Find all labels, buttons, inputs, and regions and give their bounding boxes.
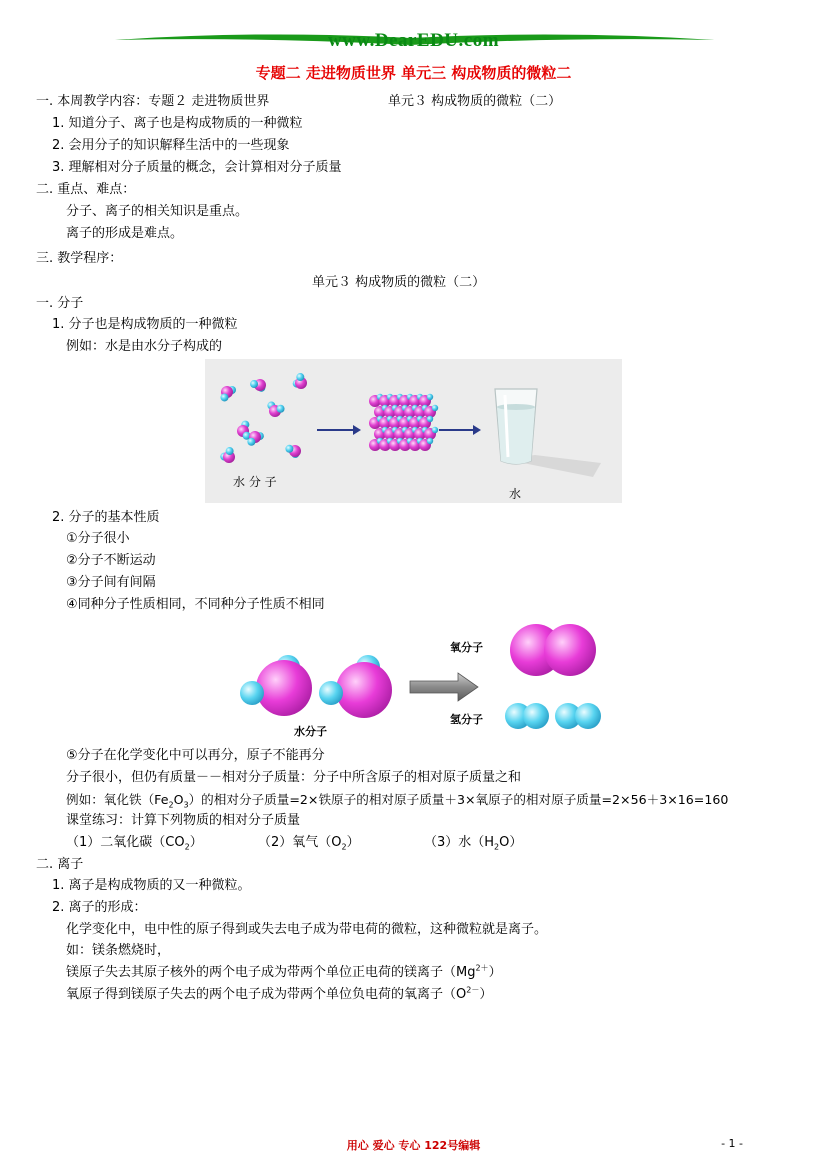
ion-text: ）: [488, 965, 502, 980]
list-item: 1. 分子也是构成物质的一种微粒: [52, 317, 238, 332]
unit-title: 单元３ 构成物质的微粒（二）: [312, 275, 486, 290]
figure-label-water-molecule: 水分子: [294, 725, 327, 738]
property-item: ⑤分子在化学变化中可以再分，原子不能再分: [66, 748, 325, 763]
subscript: 2: [341, 842, 347, 852]
practice-question: [424, 834, 522, 852]
superscript: 2＋: [475, 963, 489, 973]
page-footer: 用心 爱心 专心 122号编辑: [346, 1139, 481, 1152]
text-line: [66, 964, 502, 982]
text-line: 离子的形成是难点。: [66, 226, 184, 241]
ion-text: 氧原子得到镁原子失去的两个电子成为带两个单位负电荷的氧离子（O: [66, 987, 467, 1002]
list-item: 1. 离子是构成物质的又一种微粒。: [52, 878, 251, 893]
text-line: 化学变化中，电中性的原子得到或失去电子成为带电荷的微粒，这种微粒就是离子。: [66, 922, 548, 937]
property-item: ④同种分子性质相同，不同种分子性质不相同: [66, 597, 325, 612]
section1-heading-unit: 单元３ 构成物质的微粒（二）: [388, 94, 562, 109]
text-line: [66, 986, 492, 1004]
section1-heading: 一. 本周教学内容：专题２ 走进物质世界: [36, 94, 270, 109]
section2-heading: 二. 重点、难点：: [36, 182, 136, 197]
question-text: （3）水（H: [424, 835, 495, 850]
question-text: O）: [499, 835, 523, 850]
figure-label-water-molecule: 水 分 子: [233, 475, 277, 489]
list-item: 2. 离子的形成：: [52, 900, 147, 915]
subscript: 2: [168, 800, 174, 810]
section3-heading: 三. 教学程序：: [36, 251, 123, 266]
list-item: 2. 分子的基本性质: [52, 510, 160, 525]
question-text: ）: [189, 835, 203, 850]
example-text: 例如：氧化铁（Fe: [66, 792, 169, 807]
example-line: [66, 791, 728, 809]
example-text: ）的相对分子质量=2×铁原子的相对原子质量＋3×氧原子的相对原子质量=2×56＋3×16=160: [188, 792, 729, 807]
property-item: ①分子很小: [66, 531, 130, 546]
subscript: 2: [184, 842, 190, 852]
example-text: O: [173, 792, 184, 807]
property-item: ②分子不断运动: [66, 553, 156, 568]
subscript: 3: [183, 800, 189, 810]
question-text: （2）氧气（O: [258, 835, 342, 850]
list-item: 1. 知道分子、离子也是构成物质的一种微粒: [52, 116, 303, 131]
text-line: 分子很小，但仍有质量－－相对分子质量：分子中所含原子的相对原子质量之和: [66, 770, 522, 785]
site-logo-text: www.DearEDU.com: [327, 30, 500, 51]
text-line: 分子、离子的相关知识是重点。: [66, 204, 249, 219]
ion-text: ）: [479, 987, 493, 1002]
molecule-heading: 一. 分子: [36, 296, 84, 311]
figure-label-hydrogen-molecule: 氢分子: [450, 713, 483, 726]
text-line: 如：镁条燃烧时，: [66, 943, 171, 958]
subscript: 2: [494, 842, 500, 852]
practice-question: [66, 834, 203, 852]
list-item: 2. 会用分子的知识解释生活中的一些现象: [52, 138, 290, 153]
page-number: - 1 -: [721, 1137, 743, 1150]
water-molecules-figure: [205, 359, 622, 503]
property-item: ③分子间有间隔: [66, 575, 156, 590]
page-title: 专题二 走进物质世界 单元三 构成物质的微粒二: [255, 64, 572, 82]
question-text: ）: [346, 835, 360, 850]
practice-question: [258, 834, 360, 852]
figure-label-oxygen-molecule: 氧分子: [450, 641, 483, 654]
ion-heading: 二. 离子: [36, 857, 84, 872]
figure-label-water: 水: [509, 487, 522, 501]
list-item: 3. 理解相对分子质量的概念，会计算相对分子质量: [52, 160, 342, 175]
practice-line: 课堂练习：计算下列物质的相对分子质量: [66, 813, 301, 828]
ion-text: 镁原子失去其原子核外的两个电子成为带两个单位正电荷的镁离子（Mg: [66, 965, 476, 980]
question-text: （1）二氧化碳（CO: [66, 835, 185, 850]
text-line: 例如：水是由水分子构成的: [66, 339, 223, 354]
superscript: 2－: [466, 985, 480, 995]
water-decomposition-figure: [238, 615, 618, 745]
